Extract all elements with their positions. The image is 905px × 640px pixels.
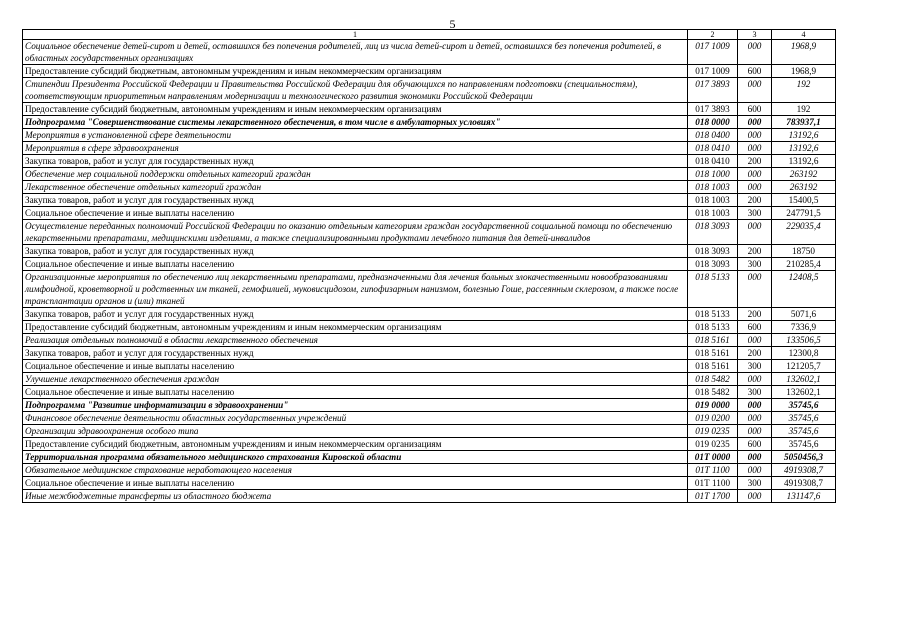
row-name-cell: Иные межбюджетные трансферты из областного бюджета xyxy=(23,490,688,503)
row-kind-cell: 000 xyxy=(738,78,772,103)
row-code-cell: 018 0410 xyxy=(688,142,738,155)
row-code-cell: 018 5133 xyxy=(688,321,738,334)
row-code-cell: 019 0235 xyxy=(688,438,738,451)
row-kind-cell: 000 xyxy=(738,116,772,129)
row-sum-cell: 121205,7 xyxy=(772,360,836,373)
table-row xyxy=(23,308,836,321)
row-sum-cell: 35745,6 xyxy=(772,425,836,438)
row-kind-cell: 300 xyxy=(738,207,772,220)
row-sum-cell: 192 xyxy=(772,78,836,103)
row-name-cell: Закупка товаров, работ и услуг для государственных нужд xyxy=(23,194,688,207)
table-row xyxy=(23,271,836,308)
row-sum-cell: 783937,1 xyxy=(772,116,836,129)
table-row xyxy=(23,425,836,438)
row-sum-cell: 4919308,7 xyxy=(772,477,836,490)
row-kind-cell: 600 xyxy=(738,65,772,78)
row-kind-cell: 200 xyxy=(738,308,772,321)
row-sum-cell: 12408,5 xyxy=(772,271,836,308)
row-sum-cell: 5050456,3 xyxy=(772,451,836,464)
row-name-cell: Предоставление субсидий бюджетным, автономным учреждениям и иным некоммерческим организациям xyxy=(23,438,688,451)
table-row xyxy=(23,399,836,412)
table-row xyxy=(23,65,836,78)
table-row xyxy=(23,321,836,334)
row-name-cell: Территориальная программа обязательного медицинского страхования Кировской области xyxy=(23,451,688,464)
table-row xyxy=(23,129,836,142)
row-code-cell: 017 1009 xyxy=(688,65,738,78)
row-sum-cell: 35745,6 xyxy=(772,412,836,425)
row-name-cell: Социальное обеспечение детей-сирот и детей, оставшихся без попечения родителей, лиц из числа детей-сирот и детей, оставшихся без попечения родителей, в областных государственных организациях xyxy=(23,40,688,65)
row-name-cell: Закупка товаров, работ и услуг для государственных нужд xyxy=(23,245,688,258)
row-name-cell: Предоставление субсидий бюджетным, автономным учреждениям и иным некоммерческим организациям xyxy=(23,65,688,78)
table-row xyxy=(23,451,836,464)
row-sum-cell: 210285,4 xyxy=(772,258,836,271)
row-name-cell: Лекарственное обеспечение отдельных категорий граждан xyxy=(23,181,688,194)
row-sum-cell: 5071,6 xyxy=(772,308,836,321)
header-cell: 4 xyxy=(772,30,836,40)
row-name-cell: Социальное обеспечение и иные выплаты населению xyxy=(23,258,688,271)
row-name-cell: Предоставление субсидий бюджетным, автономным учреждениям и иным некоммерческим организациям xyxy=(23,103,688,116)
row-kind-cell: 200 xyxy=(738,245,772,258)
row-code-cell: 018 5161 xyxy=(688,347,738,360)
row-name-cell: Организации здравоохранения особого типа xyxy=(23,425,688,438)
row-code-cell: 017 1009 xyxy=(688,40,738,65)
table-header-row xyxy=(23,30,836,40)
row-name-cell: Организационные мероприятия по обеспечению лиц лекарственными препаратами, предназначенными для лечения больных злокачественными новообразованиями лимфоидной, кроветворной и родственных им тканей, гемофилией, муковисцидозом, гипофизарным нанизмом, болезнью Гоше, рассеянным склерозом, а также после трансплантации органов и (или) тканей xyxy=(23,271,688,308)
row-kind-cell: 000 xyxy=(738,168,772,181)
row-sum-cell: 35745,6 xyxy=(772,438,836,451)
row-code-cell: 018 3093 xyxy=(688,245,738,258)
row-kind-cell: 300 xyxy=(738,386,772,399)
row-kind-cell: 000 xyxy=(738,220,772,245)
row-kind-cell: 000 xyxy=(738,373,772,386)
table-row xyxy=(23,181,836,194)
row-kind-cell: 200 xyxy=(738,347,772,360)
header-cell: 2 xyxy=(688,30,738,40)
row-kind-cell: 000 xyxy=(738,334,772,347)
table-row xyxy=(23,40,836,65)
table-row xyxy=(23,168,836,181)
row-kind-cell: 300 xyxy=(738,477,772,490)
row-kind-cell: 000 xyxy=(738,451,772,464)
row-sum-cell: 1968,9 xyxy=(772,40,836,65)
row-code-cell: 018 1003 xyxy=(688,181,738,194)
row-code-cell: 018 5133 xyxy=(688,271,738,308)
row-sum-cell: 13192,6 xyxy=(772,129,836,142)
row-kind-cell: 300 xyxy=(738,360,772,373)
row-kind-cell: 000 xyxy=(738,142,772,155)
header-cell: 1 xyxy=(23,30,688,40)
row-name-cell: Обязательное медицинское страхование неработающего населения xyxy=(23,464,688,477)
row-sum-cell: 15400,5 xyxy=(772,194,836,207)
row-sum-cell: 229035,4 xyxy=(772,220,836,245)
table-row xyxy=(23,412,836,425)
row-sum-cell: 1968,9 xyxy=(772,65,836,78)
row-code-cell: 018 0000 xyxy=(688,116,738,129)
row-code-cell: 018 0400 xyxy=(688,129,738,142)
row-code-cell: 018 1000 xyxy=(688,168,738,181)
table-row xyxy=(23,334,836,347)
row-name-cell: Реализация отдельных полномочий в области лекарственного обеспечения xyxy=(23,334,688,347)
row-code-cell: 018 3093 xyxy=(688,258,738,271)
row-kind-cell: 000 xyxy=(738,399,772,412)
row-name-cell: Улучшение лекарственного обеспечения граждан xyxy=(23,373,688,386)
row-kind-cell: 000 xyxy=(738,181,772,194)
row-sum-cell: 35745,6 xyxy=(772,399,836,412)
row-name-cell: Социальное обеспечение и иные выплаты населению xyxy=(23,207,688,220)
row-kind-cell: 000 xyxy=(738,412,772,425)
row-name-cell: Закупка товаров, работ и услуг для государственных нужд xyxy=(23,155,688,168)
row-name-cell: Мероприятия в сфере здравоохранения xyxy=(23,142,688,155)
row-kind-cell: 000 xyxy=(738,464,772,477)
row-kind-cell: 000 xyxy=(738,40,772,65)
table-row xyxy=(23,477,836,490)
table-row xyxy=(23,464,836,477)
row-code-cell: 019 0200 xyxy=(688,412,738,425)
table-row xyxy=(23,386,836,399)
row-code-cell: 017 3893 xyxy=(688,103,738,116)
row-code-cell: 018 1003 xyxy=(688,194,738,207)
row-kind-cell: 600 xyxy=(738,438,772,451)
row-code-cell: 01Т 0000 xyxy=(688,451,738,464)
row-name-cell: Закупка товаров, работ и услуг для государственных нужд xyxy=(23,347,688,360)
table-row xyxy=(23,155,836,168)
row-code-cell: 017 3893 xyxy=(688,78,738,103)
row-kind-cell: 600 xyxy=(738,103,772,116)
row-kind-cell: 200 xyxy=(738,155,772,168)
row-name-cell: Осуществление переданных полномочий Российской Федерации по оказанию отдельным категориям граждан государственной социальной помощи по обеспечению лекарственными препаратами, медицинскими изделиями, а также специализированными продуктами лечебного питания для детей-инвалидов xyxy=(23,220,688,245)
row-kind-cell: 000 xyxy=(738,425,772,438)
row-name-cell: Мероприятия в установленной сфере деятельности xyxy=(23,129,688,142)
row-sum-cell: 18750 xyxy=(772,245,836,258)
row-sum-cell: 13192,6 xyxy=(772,155,836,168)
row-kind-cell: 000 xyxy=(738,490,772,503)
row-name-cell: Закупка товаров, работ и услуг для государственных нужд xyxy=(23,308,688,321)
row-code-cell: 018 5161 xyxy=(688,334,738,347)
row-sum-cell: 7336,9 xyxy=(772,321,836,334)
row-code-cell: 01Т 1100 xyxy=(688,477,738,490)
table-row xyxy=(23,373,836,386)
row-code-cell: 019 0000 xyxy=(688,399,738,412)
row-sum-cell: 132602,1 xyxy=(772,373,836,386)
table-row xyxy=(23,103,836,116)
row-sum-cell: 132602,1 xyxy=(772,386,836,399)
row-code-cell: 018 5161 xyxy=(688,360,738,373)
row-sum-cell: 263192 xyxy=(772,168,836,181)
row-name-cell: Социальное обеспечение и иные выплаты населению xyxy=(23,386,688,399)
table-row xyxy=(23,490,836,503)
row-sum-cell: 263192 xyxy=(772,181,836,194)
row-name-cell: Подпрограмма "Совершенствование системы лекарственного обеспечения, в том числе в амбулаторных условиях" xyxy=(23,116,688,129)
row-sum-cell: 12300,8 xyxy=(772,347,836,360)
row-kind-cell: 600 xyxy=(738,321,772,334)
table-row xyxy=(23,438,836,451)
row-kind-cell: 000 xyxy=(738,271,772,308)
header-cell: 3 xyxy=(738,30,772,40)
row-name-cell: Стипендии Президента Российской Федерации и Правительства Российской Федерации для обучающихся по направлениям подготовки (специальностям), соответствующим приоритетным направлениям модернизации и технологического развития экономики Российской Федерации xyxy=(23,78,688,103)
row-code-cell: 018 0410 xyxy=(688,155,738,168)
row-name-cell: Социальное обеспечение и иные выплаты населению xyxy=(23,360,688,373)
table-row xyxy=(23,220,836,245)
row-name-cell: Предоставление субсидий бюджетным, автономным учреждениям и иным некоммерческим организациям xyxy=(23,321,688,334)
table-row xyxy=(23,258,836,271)
table-row xyxy=(23,194,836,207)
row-code-cell: 01Т 1100 xyxy=(688,464,738,477)
row-kind-cell: 200 xyxy=(738,194,772,207)
row-code-cell: 019 0235 xyxy=(688,425,738,438)
page-number: 5 xyxy=(449,17,456,31)
row-sum-cell: 192 xyxy=(772,103,836,116)
table-row xyxy=(23,116,836,129)
row-code-cell: 018 3093 xyxy=(688,220,738,245)
row-code-cell: 018 1003 xyxy=(688,207,738,220)
row-sum-cell: 4919308,7 xyxy=(772,464,836,477)
row-sum-cell: 131147,6 xyxy=(772,490,836,503)
table-row xyxy=(23,360,836,373)
row-name-cell: Обеспечение мер социальной поддержки отдельных категорий граждан xyxy=(23,168,688,181)
table-row xyxy=(23,207,836,220)
row-sum-cell: 133506,5 xyxy=(772,334,836,347)
table-row xyxy=(23,142,836,155)
row-kind-cell: 000 xyxy=(738,129,772,142)
row-code-cell: 018 5133 xyxy=(688,308,738,321)
row-code-cell: 018 5482 xyxy=(688,386,738,399)
row-kind-cell: 300 xyxy=(738,258,772,271)
table-row xyxy=(23,245,836,258)
budget-table xyxy=(22,29,836,503)
row-sum-cell: 247791,5 xyxy=(772,207,836,220)
row-name-cell: Подпрограмма "Развитие информатизации в здравоохранении" xyxy=(23,399,688,412)
row-code-cell: 01Т 1700 xyxy=(688,490,738,503)
table-row xyxy=(23,78,836,103)
row-name-cell: Социальное обеспечение и иные выплаты населению xyxy=(23,477,688,490)
row-sum-cell: 13192,6 xyxy=(772,142,836,155)
row-code-cell: 018 5482 xyxy=(688,373,738,386)
table-row xyxy=(23,347,836,360)
row-name-cell: Финансовое обеспечение деятельности областных государственных учреждений xyxy=(23,412,688,425)
